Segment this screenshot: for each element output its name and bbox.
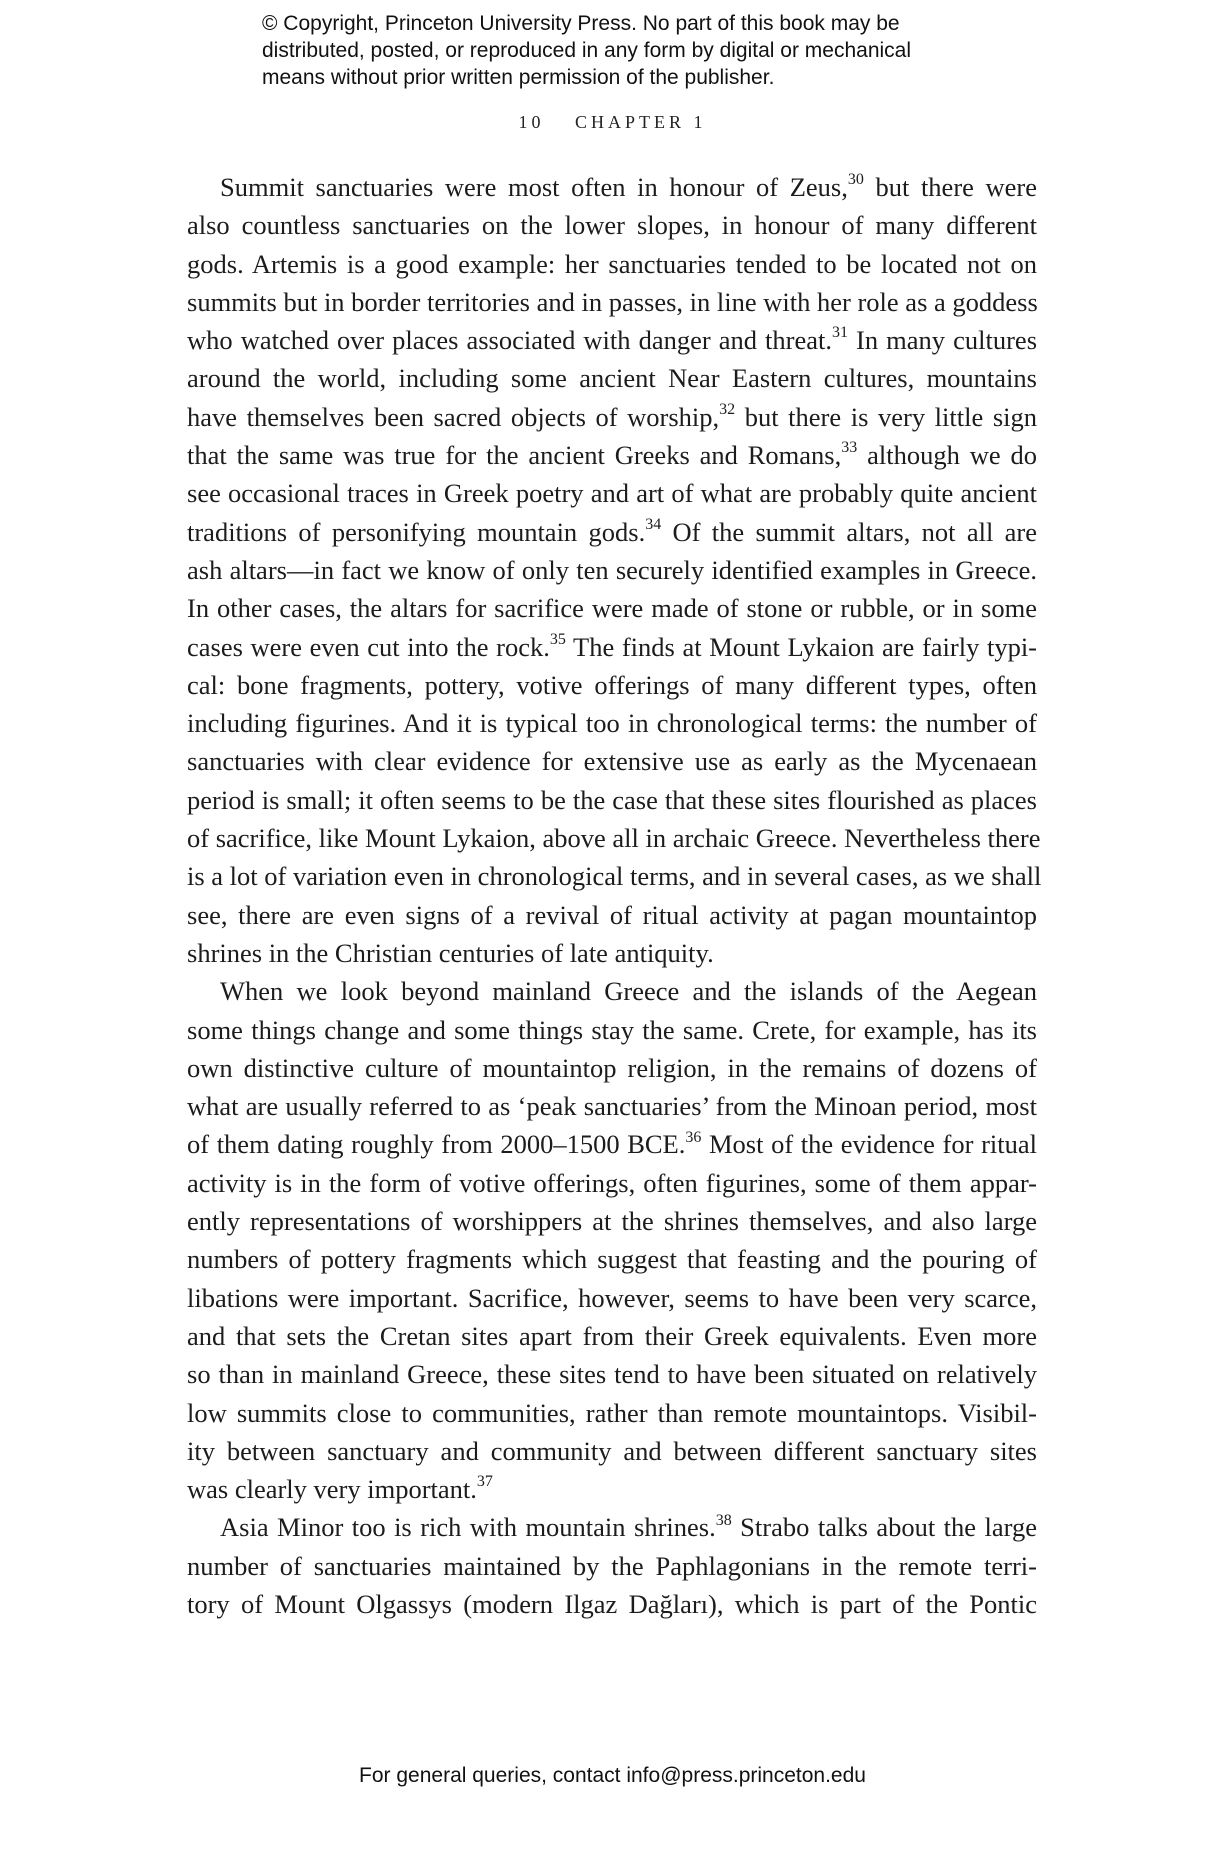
- text-line: have themselves been sacred objects of worship,$^{32}$ but there is very little sign: [187, 400, 1037, 432]
- text-line: also countless sanctuaries on the lower slopes, in honour of many different: [187, 210, 1037, 241]
- text-line: cal: bone fragments, pottery, votive offerings of many different types, often: [187, 669, 1037, 700]
- text-line: is a lot of variation even in chronological terms, and in several cases, as we shall: [187, 861, 1042, 892]
- text-line: around the world, including some ancient Near Eastern cultures, mountains: [187, 363, 1037, 394]
- copyright-line: distributed, posted, or reproduced in any form by digital or mechanical: [262, 39, 912, 62]
- text-line: ash altars—in fact we know of only ten securely identified examples in Greece.: [187, 554, 1037, 585]
- text-line: tory of Mount Olgassys (modern Ilgaz Dağları), which is part of the Pontic: [187, 1588, 1037, 1619]
- text-line: Asia Minor too is rich with mountain shrines.$^{38}$ Strabo talks about the large: [220, 1511, 1037, 1543]
- text-line: cases were even cut into the rock.$^{35}$ The finds at Mount Lykaion are fairly typi-: [187, 630, 1038, 662]
- text-line: own distinctive culture of mountaintop religion, in the remains of dozens of: [187, 1052, 1037, 1083]
- text-line: Summit sanctuaries were most often in honour of Zeus,$^{30}$ but there were: [220, 171, 1037, 202]
- text-line: low summits close to communities, rather than remote mountaintops. Visibil-: [187, 1397, 1037, 1428]
- text-line: what are usually referred to as ‘peak sanctuaries’ from the Minoan period, most: [187, 1091, 1037, 1122]
- footnote-ref[interactable]: 35: [549, 630, 566, 648]
- footnote-ref[interactable]: 37: [476, 1473, 493, 1491]
- chapter-title: CHAPTER 1: [574, 112, 707, 132]
- text-line: see, there are even signs of a revival of ritual activity at pagan mountaintop: [187, 899, 1037, 930]
- text-line: When we look beyond mainland Greece and the islands of the Aegean: [220, 976, 1037, 1007]
- text-line: that the same was true for the ancient Greeks and Romans,$^{33}$ although we do: [187, 439, 1037, 471]
- text-line: sanctuaries with clear evidence for extensive use as early as the Mycenaean: [187, 746, 1037, 777]
- page-number: 10: [518, 112, 545, 132]
- text-line: some things change and some things stay the same. Crete, for example, has its: [187, 1014, 1037, 1045]
- text-line: traditions of personifying mountain gods.$^{34}$ Of the summit altars, not all are: [187, 515, 1037, 547]
- footnote-ref[interactable]: 38: [715, 1511, 732, 1529]
- text-line: activity is in the form of votive offerings, often figurines, some of them appar-: [187, 1167, 1037, 1198]
- copyright-line: © Copyright, Princeton University Press. No part of this book may be: [262, 12, 900, 35]
- text-line: ently representations of worshippers at the shrines themselves, and also large: [187, 1206, 1037, 1237]
- text-line: ity between sanctuary and community and between different sanctuary sites: [187, 1435, 1037, 1466]
- footer-contact: For general queries, contact info@press.princeton.edu: [359, 1764, 866, 1787]
- text-line: of them dating roughly from 2000–1500 BCE.$^{36}$ Most of the evidence for ritual: [187, 1128, 1037, 1160]
- text-line: period is small; it often seems to be the case that these sites flourished as places: [187, 784, 1037, 815]
- text-line: and that sets the Cretan sites apart from their Greek equivalents. Even more: [187, 1320, 1037, 1351]
- copyright-line: means without prior written permission of the publisher.: [262, 66, 775, 89]
- text-line: In other cases, the altars for sacrifice were made of stone or rubble, or in some: [187, 593, 1037, 624]
- text-line: shrines in the Christian centuries of late antiquity.: [187, 937, 714, 968]
- paragraph: [187, 168, 1042, 972]
- text-line: of sacrifice, like Mount Lykaion, above all in archaic Greece. Nevertheless there: [187, 823, 1041, 854]
- text-line: so than in mainland Greece, these sites tend to have been situated on relatively: [187, 1359, 1037, 1390]
- text-line: see occasional traces in Greek poetry and art of what are probably quite ancient: [187, 478, 1037, 509]
- footnote-ref[interactable]: 36: [685, 1128, 702, 1146]
- paragraph: [187, 1508, 1037, 1623]
- text-line: including figurines. And it is typical too in chronological terms: the number of: [187, 708, 1037, 739]
- text-line: was clearly very important.$^{37}$: [187, 1473, 493, 1505]
- text-line: summits but in border territories and in passes, in line with her role as a goddess: [187, 286, 1038, 317]
- footnote-ref[interactable]: 30: [847, 171, 864, 189]
- text-line: libations were important. Sacrifice, however, seems to have been very scarce,: [187, 1282, 1037, 1313]
- footnote-ref[interactable]: 33: [841, 439, 858, 457]
- paragraph: [187, 972, 1037, 1508]
- footnote-ref[interactable]: 34: [645, 515, 662, 533]
- text-line: number of sanctuaries maintained by the Paphlagonians in the remote terri-: [187, 1550, 1037, 1581]
- copyright-notice: [262, 10, 982, 91]
- text-line: who watched over places associated with danger and threat.$^{31}$ In many cultures: [187, 324, 1038, 356]
- footnote-ref[interactable]: 31: [832, 324, 848, 342]
- text-line: numbers of pottery fragments which suggest that feasting and the pouring of: [187, 1244, 1037, 1275]
- text-line: gods. Artemis is a good example: her sanctuaries tended to be located not on: [187, 248, 1037, 279]
- footnote-ref[interactable]: 32: [719, 400, 736, 418]
- body-text: [187, 168, 1042, 1623]
- running-head: [0, 112, 1225, 133]
